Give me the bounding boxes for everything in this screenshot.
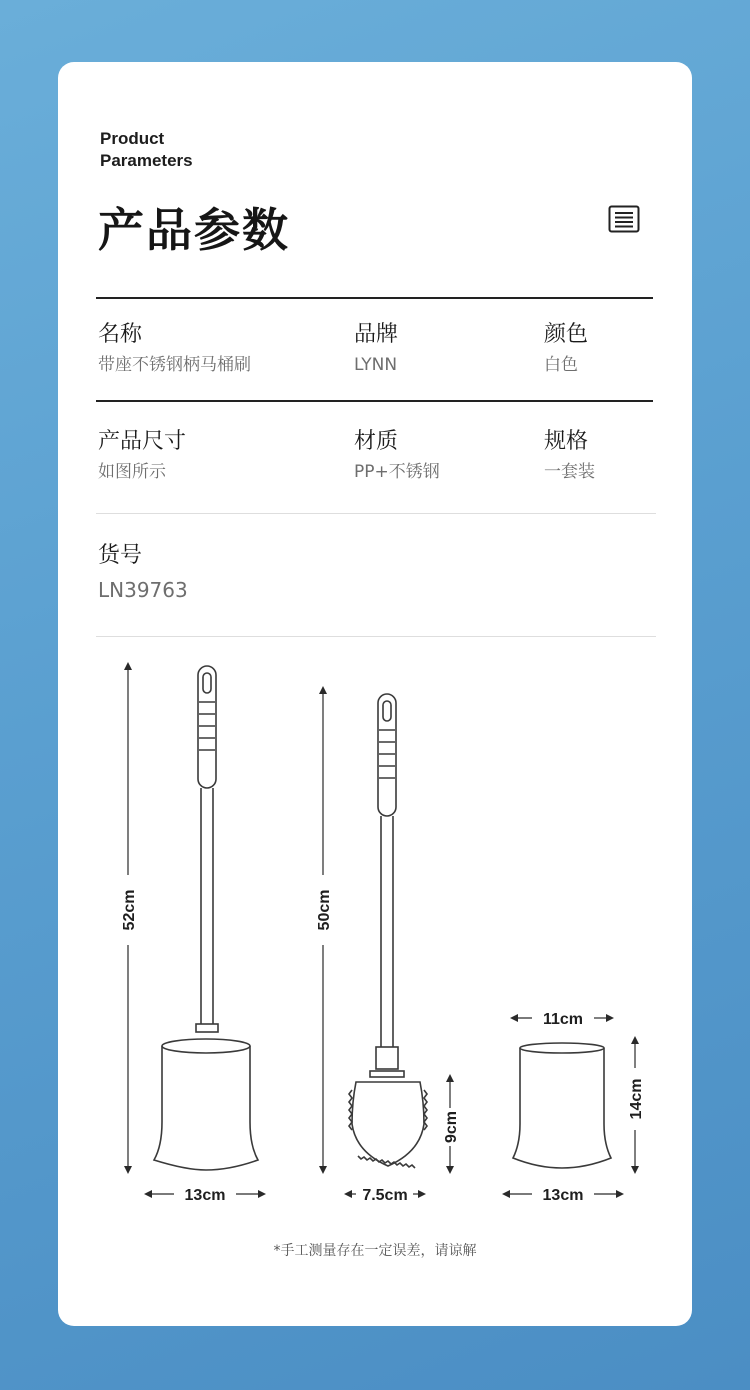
dim-set-height: 52cm [121,889,138,931]
brush-illustration [349,694,427,1168]
param-item-value: LN39763 [98,578,188,602]
english-title-line1: Product [100,129,165,148]
param-color-value: 白色 [544,355,578,375]
dimension-diagram [58,62,692,1326]
dim-set-width: 13cm [184,1187,226,1204]
measurement-note: *手工测量存在一定误差，请谅解 [273,1243,477,1259]
english-title-line2: Parameters [100,151,193,170]
param-material-value: PP+不锈钢 [354,462,440,482]
dim-head-height: 9cm [443,1110,460,1144]
page-title: 产品参数 [98,203,290,257]
dim-brush-width: 7.5cm [362,1187,408,1204]
param-brand-value: LYNN [354,355,398,375]
param-name-value: 带座不锈钢柄马桶刷 [98,355,251,375]
brush-with-holder-illustration [154,666,258,1170]
dim-holder-height: 14cm [628,1078,645,1120]
holder-illustration [513,1043,611,1168]
param-material-label: 材质 [354,429,399,454]
param-size-value: 如图所示 [98,462,166,482]
dim-holder-top: 11cm [542,1011,584,1028]
param-spec-label: 规格 [544,429,589,454]
param-name-label: 名称 [98,322,143,347]
param-brand-label: 品牌 [354,322,399,347]
dim-holder-bottom: 13cm [542,1187,584,1204]
param-spec-value: 一套装 [544,462,595,482]
dim-brush-height: 50cm [316,889,333,931]
param-color-label: 颜色 [544,322,589,347]
param-size-label: 产品尺寸 [98,429,187,454]
param-item-label: 货号 [98,543,143,568]
product-parameters-card [58,62,692,1326]
